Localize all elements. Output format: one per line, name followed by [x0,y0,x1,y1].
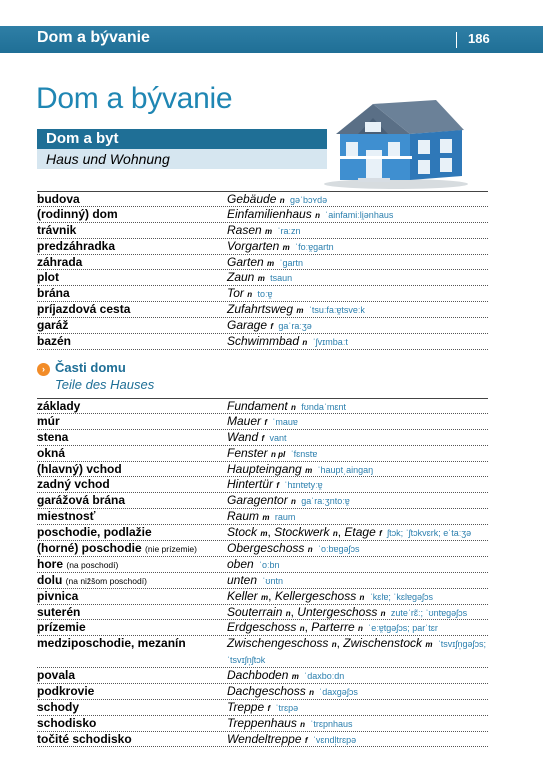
vocab-table-house-parts [37,398,488,747]
de-term: Stock [227,525,258,540]
sk-term [37,557,118,573]
sk-term [37,446,65,461]
de-translation [227,573,489,589]
de-term: Einfamilienhaus [227,206,312,221]
de-term: Zwischengeschoss [227,636,329,651]
de-translation: Souterrain n, Untergeschoss n zuteˈrɛ̃ː; ˈʊntɐgəʃɔs [227,604,468,619]
de-translation: Keller m, Kellergeschoss n ˈkɛlɐ; ˈkɛlɐgəʃɔs [227,588,434,603]
sk-term [37,207,118,222]
de-translation [227,684,489,700]
ipa-pronunciation: ʃtɔk; ˈʃtɔkvɛrk; eˈtaːʒə [387,528,472,539]
sk-term [37,334,71,349]
sk-term-text: (hlavný) vchod [37,461,122,476]
ipa-pronunciation: ˈtsvɪʃn̩gəʃɔs; ˈtsvɪʃn̩ʃtɔk [227,639,487,666]
table-row [37,525,488,541]
de-translation [227,255,489,271]
sk-term-text: brána [37,286,70,301]
page-number: 186 [468,31,490,46]
sk-term-text: plot [37,270,59,285]
de-translation [227,509,489,525]
ipa-pronunciation: vant [269,432,287,443]
table-row [37,446,488,462]
sk-term [37,255,82,270]
de-term: Zufahrtsweg [227,302,294,317]
ipa-pronunciation: ˈmauɐ [272,416,298,427]
sk-term [37,636,186,651]
de-translation [227,223,489,239]
gender-marker: m [425,640,433,650]
sk-term-text: suterén [37,604,81,619]
gender-marker: m [305,465,313,475]
table-row [37,557,488,573]
ipa-pronunciation: toːɐ̯ [257,289,273,300]
ipa-pronunciation: gəˈbɔʏdə [289,195,328,205]
de-translation [227,557,489,573]
sk-term [37,589,78,604]
sk-term [37,732,132,747]
gender-marker: n [380,608,386,618]
table-row [37,430,488,446]
de-term: Hintertür [227,477,274,492]
gender-marker: n [291,403,296,412]
sk-term-text: okná [37,445,66,460]
table-row [37,573,488,589]
topic-heading-sk: Dom a byt [37,129,327,149]
table-row [37,239,488,255]
sk-term [37,700,79,715]
sk-term-text: predzáhradka [37,238,116,253]
sk-term-text: záhrada [37,254,83,269]
ipa-pronunciation: fʊndaˈmɛnt [301,402,347,412]
gender-marker: n [332,529,338,539]
de-translation: Stock m, Stockwerk n, Etage f ʃtɔk; ˈʃtɔkvɛrk; eˈtaːʒə [227,525,472,540]
sk-term-text: stena [37,429,69,444]
de-term: unten [227,572,258,587]
gender-marker: n [279,196,285,205]
table-row [37,207,488,223]
sk-term-text: hore [37,556,64,571]
table-row [37,509,488,525]
de-term: Garten [227,254,264,269]
de-term: Fenster [227,445,268,460]
ipa-pronunciation: ˈgartn [279,257,304,268]
gender-marker: n [315,210,320,220]
gender-marker: f [304,735,308,745]
sk-term-text: miestnosť [37,509,96,524]
gender-marker: m [262,513,270,523]
table-row [37,302,488,318]
de-translation [227,700,489,716]
de-translation [227,270,489,286]
sk-term [37,493,125,508]
ipa-pronunciation: ˈainfamiːli̯ənhaus [325,209,394,220]
chapter-header-bar [0,26,543,53]
gender-marker: f [276,481,280,491]
de-term: Dachboden [227,667,289,682]
ipa-pronunciation: ˈʊntn [262,575,283,586]
gender-marker: n [247,290,253,300]
sk-term [37,462,122,477]
de-translation [227,318,489,334]
sk-term [37,192,80,207]
sk-term [37,270,59,285]
de-translation [227,399,489,415]
de-term: Haupteingang [227,461,302,476]
de-term: Erdgeschoss [227,620,297,635]
sk-term-text: garáž [37,318,69,333]
subsection-title-sk: Časti domu [55,360,126,375]
sk-term-text: príjazdová cesta [37,302,131,317]
ipa-pronunciation: ˈʃvɪmbaːt [312,337,348,348]
de-term: Obergeschoss [227,541,305,556]
table-row [37,270,488,286]
gender-marker: m [260,529,268,539]
sk-term [37,318,68,333]
ipa-pronunciation: ˈeːɐ̯tgəʃɔs; parˈtɛr [368,623,438,634]
ipa-pronunciation: ˈvɛndl̩trɛpə [312,734,357,745]
de-term: Keller [227,588,258,603]
gender-marker: f [264,417,268,427]
sk-term [37,668,75,683]
de-term: Stockwerk [274,525,330,540]
chapter-title: Dom a bývanie [37,29,150,46]
table-row [37,414,488,430]
ipa-pronunciation: ˈtsuːfaːɐ̯tsveːk [308,305,365,316]
de-term: Zaun [227,270,255,285]
sk-term-text: povala [37,667,76,682]
sk-term-text: budova [37,192,80,206]
de-term: Zwischenstock [343,636,422,651]
gender-marker: m [257,274,265,284]
sk-term-text: medziposchodie, mezanín [37,636,186,651]
de-translation [227,668,489,684]
gender-marker: m [261,592,269,602]
de-term: Fundament [227,399,288,413]
de-translation [227,414,489,430]
table-row [37,541,488,557]
de-translation [227,493,489,509]
sk-term-text: garážová brána [37,493,126,508]
table-row [37,732,488,748]
de-translation [227,192,489,208]
sk-term-text: poschodie, podlažie [37,525,152,540]
ipa-pronunciation: raum [274,512,296,523]
sk-term-text: točité schodisko [37,731,132,746]
ipa-pronunciation: tsaun [270,273,293,284]
de-term: Raum [227,509,260,524]
de-term: Garagentor [227,493,288,508]
de-translation [227,302,489,318]
table-row [37,191,488,207]
sk-term [37,239,115,254]
table-row [37,223,488,239]
gender-marker: f [261,433,265,443]
ipa-pronunciation: zuteˈrɛ̃ː; ˈʊntɐgəʃɔs [390,607,468,618]
de-translation [227,430,489,446]
gender-marker: f [270,322,274,332]
de-term: Untergeschoss [297,604,378,619]
table-row [37,462,488,478]
de-term: Gebäude [227,192,277,206]
ipa-pronunciation: ˈfɛnstɐ [290,448,318,459]
header-divider [456,32,457,48]
ipa-pronunciation: ˈtrɛpə [275,702,299,713]
sk-term-text: pivnica [37,588,79,603]
sk-term [37,477,110,492]
ipa-pronunciation: gaˈraːʒə [278,321,312,332]
sk-term-text: schody [37,699,80,714]
table-row [37,334,488,350]
sk-term-note: (na nižšom poschodí) [65,575,147,586]
de-term: Vorgarten [227,238,280,253]
de-translation [227,477,489,493]
gender-marker: n [307,545,313,555]
gender-marker: m [265,226,273,236]
topic-heading-de: Haus und Wohnung [37,149,327,169]
table-row [37,684,488,700]
gender-marker: f [267,703,271,713]
sk-term [37,716,96,731]
ipa-pronunciation: ˈkɛlɐ; ˈkɛlɐgəʃɔs [369,591,434,602]
table-row [37,668,488,684]
sk-term-text: zadný vchod [37,477,110,492]
sk-term-text: schodisko [37,715,97,730]
gender-marker: m [291,671,299,681]
de-term: Schwimmbad [227,334,300,349]
sk-term [37,605,80,620]
ipa-pronunciation: gaˈraːʒntoːɐ̯ [301,496,350,507]
de-term: Wendeltreppe [227,731,302,746]
de-translation [227,541,489,557]
gender-marker: n [299,624,305,634]
subsection-title-de: Teile des Hauses [55,377,155,392]
ipa-pronunciation: ˈhauptˌaingaŋ [317,464,374,475]
sk-term-note: (na poschodí) [66,559,119,570]
sk-term-text: múr [37,413,60,428]
table-row [37,255,488,271]
table-row [37,620,488,636]
de-translation [227,446,489,462]
vocab-table-house [37,191,488,350]
sk-term [37,573,147,589]
de-term: Treppenhaus [227,715,297,730]
gender-marker: n [359,592,365,602]
table-row [37,286,488,302]
ipa-pronunciation: ˈoːbn [259,559,280,570]
sk-term [37,684,94,699]
sk-term-text: dolu [37,572,63,587]
gender-marker: n [302,338,308,348]
table-row [37,318,488,334]
sk-term-text: prízemie [37,620,86,635]
de-translation [227,334,489,350]
de-term: Wand [227,429,259,444]
topic-heading [37,129,327,169]
sk-term [37,286,70,301]
sk-term [37,302,130,317]
de-translation: Erdgeschoss n, Parterre n ˈeːɐ̯tgəʃɔs; parˈtɛr [227,620,438,635]
de-term: Treppe [227,699,265,714]
sk-term-text: (rodinný) dom [37,206,118,221]
gender-marker: f [379,529,382,539]
de-term: Dachgeschoss [227,683,306,698]
sk-term [37,399,80,414]
de-translation [227,207,489,223]
ipa-pronunciation: ˈfoːɐ̯gartn [295,241,334,252]
de-translation: Zwischengeschoss n, Zwischenstock m ˈtsvɪʃn̩gəʃɔs; ˈtsvɪʃn̩ʃtɔk [227,636,487,666]
sk-term-text: bazén [37,334,72,349]
de-translation [227,286,489,302]
sk-term [37,414,60,429]
de-translation [227,462,489,478]
ipa-pronunciation: ˈdaxgəʃɔs [319,686,358,697]
gender-marker: n pl [271,449,286,459]
gender-marker: n [331,640,337,650]
sk-term [37,509,95,524]
sk-term [37,541,197,557]
sk-term-text: trávnik [37,222,77,237]
sk-term [37,620,86,635]
gender-marker: n [309,687,314,697]
table-row [37,716,488,732]
sk-term [37,223,76,238]
de-term: oben [227,556,254,571]
de-translation [227,239,489,255]
gender-marker: n [291,497,296,507]
sk-term-text: základy [37,399,81,413]
de-term: Etage [344,525,376,540]
table-row [37,398,488,414]
gender-marker: m [282,242,290,252]
sk-term-note: (nie prízemie) [145,544,197,555]
sk-term-text: podkrovie [37,683,95,698]
ipa-pronunciation: ˈhɪntɐtyːɐ̯ [284,480,323,491]
de-term: Tor [227,286,244,301]
de-term: Garage [227,318,268,333]
de-translation [227,716,489,732]
ipa-pronunciation: ˈraːzn [277,225,301,236]
table-row [37,477,488,493]
orange-arrow-icon: › [37,363,50,376]
sk-term [37,525,152,540]
de-term: Rasen [227,222,262,237]
table-row [37,493,488,509]
page-title: Dom a bývanie [36,82,233,115]
de-term: Mauer [227,413,262,428]
gender-marker: m [267,258,275,268]
ipa-pronunciation: ˈtrɛpnhaus [310,718,353,729]
ipa-pronunciation: ˈdaxboːdn [304,670,345,681]
house-illustration [318,94,468,189]
de-term: Parterre [311,620,355,635]
de-term: Souterrain [227,604,283,619]
gender-marker: m [296,306,304,316]
ipa-pronunciation: ˈoːbɐgəʃɔs [317,544,360,555]
sk-term [37,430,68,445]
table-row [37,700,488,716]
table-row [37,589,488,605]
table-row [37,636,488,668]
de-term: Kellergeschoss [274,588,357,603]
gender-marker: n [285,608,291,618]
sk-term-text: (horné) poschodie [37,541,142,556]
gender-marker: n [357,624,363,634]
table-row [37,605,488,621]
de-translation [227,732,489,748]
gender-marker: n [300,719,306,729]
